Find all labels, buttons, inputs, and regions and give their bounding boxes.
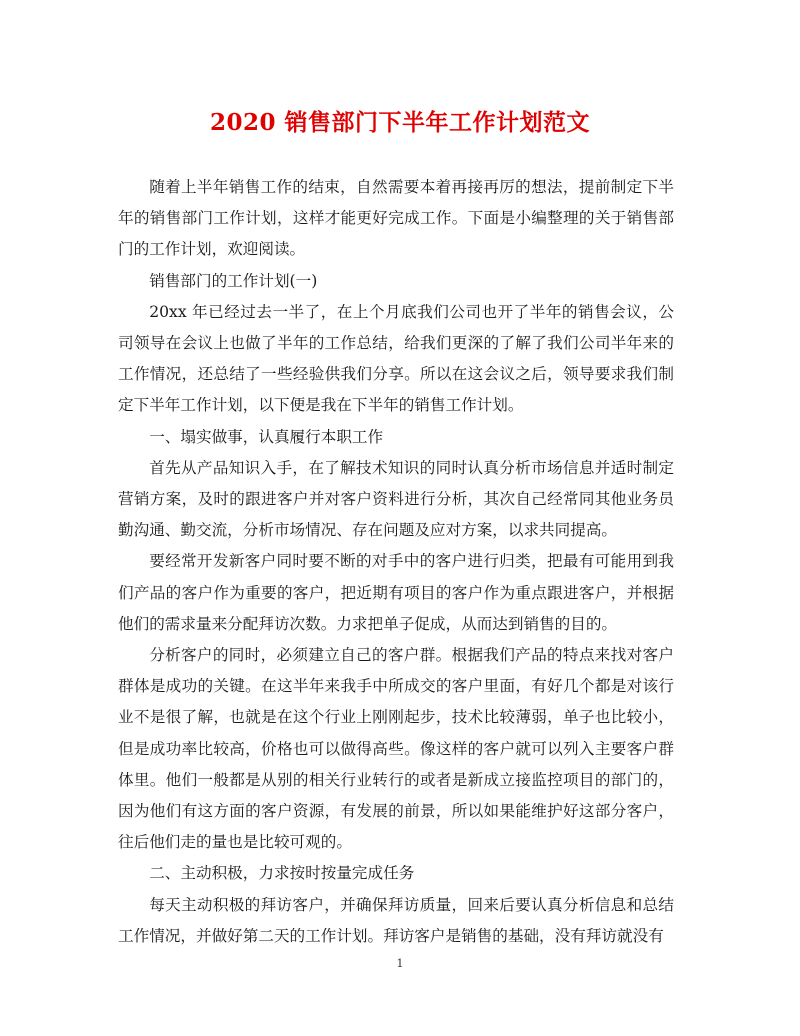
paragraph: 20xx 年已经过去一半了，在上个月底我们公司也开了半年的销售会议，公司领导在会议上也做了半年的工作总结，给我们更深的了解了我们公司半年来的工作情况，还总结了一些经验供我们分享。所以在这会议之后，领导要求我们制定下半年工作计划，以下便是我在下半年的销售工作计划。 (118, 302, 674, 415)
document-body (118, 172, 674, 952)
paragraph: 要经常开发新客户同时要不断的对手中的客户进行归类，把最有可能用到我们产品的客户作为重要的客户，把近期有项目的客户作为重点跟进客户，并根据他们的需求量来分配拜访次数。力求把单子促成，从而达到销售的目的。 (118, 552, 674, 633)
paragraph: 每天主动积极的拜访客户，并确保拜访质量，回来后要认真分析信息和总结工作情况，并做好第二天的工作计划。拜访客户是销售的基础，没有拜访就没有 (118, 895, 674, 945)
section-heading-one: 一、塌实做事，认真履行本职工作 (149, 427, 384, 446)
section-heading-plan-one: 销售部门的工作计划(一) (149, 271, 318, 290)
paragraph-intro: 随着上半年销售工作的结束，自然需要本着再接再厉的想法，提前制定下半年的销售部门工作计划，这样才能更好完成工作。下面是小编整理的关于销售部门的工作计划，欢迎阅读。 (118, 178, 674, 259)
section-heading-two: 二、主动积极，力求按时按量完成任务 (149, 864, 415, 883)
paragraph: 分析客户的同时，必须建立自己的客户群。根据我们产品的特点来找对客户群体是成功的关键。在这半年来我手中所成交的客户里面，有好几个都是对该行业不是很了解，也就是在这个行业上刚刚起步，技术比较薄弱，单子也比较小，但是成功率比较高，价格也可以做得高些。像这样的客户就可以列入主要客户群体里。他们一般都是从别的相关行业转行的或者是新成立接监控项目的部门的，因为他们有这方面的客户资源，有发展的前景，所以如果能维护好这部分客户，往后他们走的量也是比较可观的。 (118, 646, 674, 852)
document-title: 2020 销售部门下半年工作计划范文 (209, 109, 591, 136)
page-number: 1 (396, 957, 404, 970)
paragraph: 首先从产品知识入手，在了解技术知识的同时认真分析市场信息并适时制定营销方案，及时的跟进客户并对客户资料进行分析，其次自己经常同其他业务员勤沟通、勤交流，分析市场情况、存在问题及应对方案，以求共同提高。 (118, 458, 674, 540)
